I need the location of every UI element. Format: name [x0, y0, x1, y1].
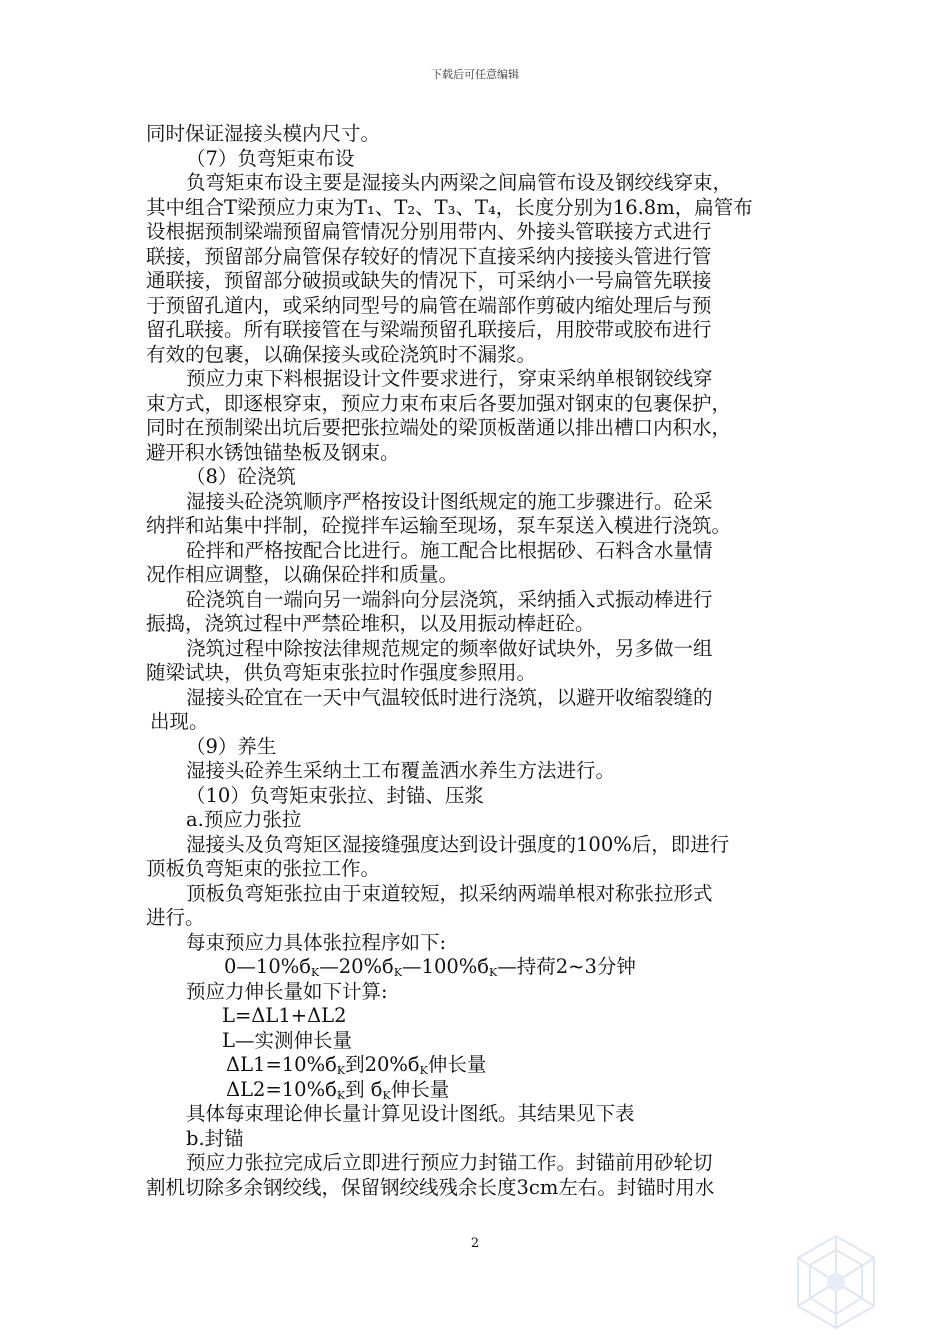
text-line: 避开积水锈蚀锚垫板及钢束。 [146, 440, 400, 464]
text-line: $0—10\%б_K—20\%б_K—100\%б_K—$持荷2~3分钟 [224, 955, 636, 979]
text-line: 顶板负弯矩张拉由于束道较短，拟采纳两端单根对称张拉形式 [186, 881, 713, 905]
subscript-k: K [393, 966, 403, 979]
watermark-logo-icon [786, 1228, 886, 1338]
text-line: 预应力束下料根据设计文件要求进行，穿束采纳单根钢铰线穿 [186, 367, 713, 390]
text-line: 负弯矩束布设主要是湿接头内两梁之间扁管布设及钢绞线穿束， [186, 171, 733, 194]
text-line: a.预应力张拉 [186, 808, 302, 831]
text-line: L=ΔL1+ΔL2 [222, 1004, 347, 1027]
text-line: 具体每束理论伸长量计算见设计图纸。其结果见下表 [186, 1102, 635, 1125]
text-line: 每束预应力具体张拉程序如下: [186, 930, 447, 954]
text-line: 其中组合T梁预应力束为T₁、T₂、T₃、T₄，长度分别为16.8m，扁管布 [146, 195, 753, 219]
text-line: 顶板负弯矩束的张拉工作。 [146, 857, 381, 880]
text-line: 砼拌和严格按配合比进行。施工配合比根据砂、石料含水量情 [186, 538, 713, 562]
text-line: 出现。 [150, 710, 209, 733]
text-line: 通联接，预留部分破损或缺失的情况下，可采纳小一号扁管先联接 [146, 269, 712, 292]
text-line: $\Delta L2=10\%б_K$到 $б_K$伸长量 [226, 1077, 450, 1102]
text-line: 同时保证湿接头模内尺寸。 [146, 122, 381, 145]
text-line: 湿接头砼浇筑顺序严格按设计图纸规定的施工步骤进行。砼采 [186, 489, 713, 513]
subscript-k: K [382, 1088, 391, 1102]
page-header: 下载后可任意编辑 [431, 68, 519, 81]
text-line: 纳拌和站集中拌制，砼搅拌车运输至现场，泵车泵送入模进行浇筑。 [146, 514, 732, 537]
text-line: 况作相应调整，以确保砼拌和质量。 [146, 563, 459, 586]
text-line: 同时在预制梁出坑后要把张拉端处的梁顶板凿通以排出槽口内积水， [146, 416, 732, 439]
text-line: 联接，预留部分扁管保存较好的情况下直接采纳内接接头管进行管 [146, 244, 712, 268]
text-line: （8）砼浇筑 [186, 465, 296, 488]
text-line: 束方式，即逐根穿束，预应力束布束后各要加强对钢束的包裹保护， [146, 391, 732, 415]
text-line: 砼浇筑自一端向另一端斜向分层浇筑，采纳插入式振动棒进行 [186, 587, 713, 611]
subscript-k: K [336, 1088, 346, 1102]
subscript-k: K [419, 1064, 428, 1077]
text-line: 振捣，浇筑过程中严禁砼堆积，以及用振动棒赶砼。 [146, 612, 595, 635]
text-line: b.封锚 [186, 1126, 244, 1150]
text-line: 浇筑过程中除按法律规范规定的频率做好试块外，另多做一组 [186, 636, 713, 660]
text-line: 有效的包裹，以确保接头或砼浇筑时不漏浆。 [146, 342, 537, 366]
text-line: 留孔联接。所有联接管在与梁端预留孔联接后，用胶带或胶布进行 [146, 318, 712, 341]
text-line: 设根据预制梁端预留扁管情况分别用带内、外接头管联接方式进行 [146, 220, 712, 243]
subscript-k: K [311, 966, 320, 979]
page-number: 2 [470, 1236, 480, 1251]
text-line: 于预留孔道内，或采纳同型号的扁管在端部作剪破内缩处理后与预 [146, 293, 712, 317]
text-line: 湿接头砼宜在一天中气温较低时进行浇筑，以避开收缩裂缝的 [186, 685, 713, 709]
text-line: 湿接头砼养生采纳土工布覆盖洒水养生方法进行。 [186, 759, 616, 782]
text-line: 割机切除多余钢绞线，保留钢绞线残余长度3cm左右。封锚时用水 [146, 1175, 715, 1199]
text-line: $\Delta L1=10\%б_K$到$20\%б_K$伸长量 [226, 1053, 487, 1077]
text-line: （9）养生 [186, 734, 277, 758]
text-line: （7）负弯矩束布设 [186, 146, 355, 170]
document-body [146, 122, 810, 1200]
text-line: 进行。 [146, 906, 205, 929]
text-line: 预应力伸长量如下计算: [186, 979, 388, 1003]
text-line: 随梁试块，供负弯矩束张拉时作强度参照用。 [146, 661, 537, 684]
subscript-k: K [336, 1064, 346, 1077]
text-line: 湿接头及负弯矩区湿接缝强度达到设计强度的100%后，即进行 [186, 832, 730, 856]
subscript-k: K [489, 966, 498, 979]
text-line: L—实测伸长量 [222, 1028, 352, 1052]
text-line: （10）负弯矩束张拉、封锚、压浆 [186, 783, 484, 807]
text-line: 预应力张拉完成后立即进行预应力封锚工作。封锚前用砂轮切 [186, 1151, 713, 1174]
